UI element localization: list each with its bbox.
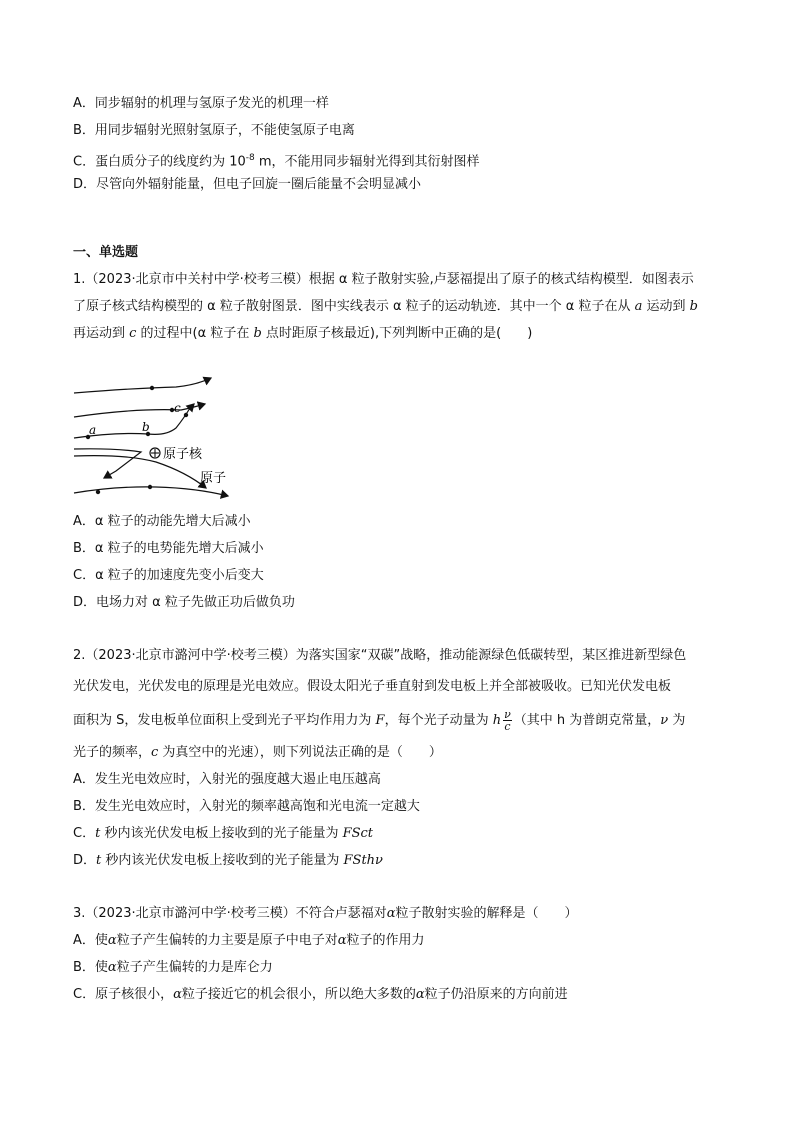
q1-line-3-end: 点时距原子核最近),下列判断中正确的是( ) — [261, 326, 533, 341]
q2-line-3-c: （其中 h 为普朗克常量， — [513, 713, 661, 728]
fraction-denominator: c — [504, 720, 511, 733]
q1-line-1: 1.（2023·北京市中关村中学·校考三模）根据 α 粒子散射实验,卢瑟福提出了原子的核式结构模型．如图表示 — [73, 272, 694, 287]
top-option-d: D．尽管向外辐射能量，但电子回旋一圈后能量不会明显减小 — [73, 177, 422, 192]
q2-line-1: 2.（2023·北京市潞河中学·校考三模）为落实国家“双碳”战略，推动能源绿色低碳转型，某区推进新型绿色 — [73, 648, 687, 663]
label-nucleus: 原子核 — [163, 447, 203, 462]
top-option-c-exponent: -8 — [245, 153, 255, 163]
top-option-a: A．同步辐射的机理与氢原子发光的机理一样 — [73, 96, 329, 111]
q1-option-d: D．电场力对 α 粒子先做正功后做负功 — [73, 595, 295, 610]
q3-alpha-5: α — [173, 987, 182, 1002]
q3-line-1-a: 3.（2023·北京市潞河中学·校考三模）不符合卢瑟福对 — [73, 906, 387, 921]
q2-line-4-b: 为真空中的光速），则下列说法正确的是（ ） — [158, 745, 442, 760]
q1-option-c: C．α 粒子的加速度先变小后变大 — [73, 568, 264, 583]
q2-option-d — [73, 852, 383, 870]
section-title: 一、单选题 — [73, 245, 139, 260]
q2-line-2: 光伏发电，光伏发电的原理是光电效应。假设太阳光子垂直射到发电板上并全部被吸收。已知光伏发电板 — [73, 679, 672, 694]
label-c: c — [174, 401, 181, 415]
q1-line-2-mid: 运动到 — [642, 299, 690, 314]
trajectory-top — [74, 378, 211, 393]
label-a: a — [89, 423, 97, 437]
top-option-b: B．用同步辐射光照射氢原子，不能使氢原子电离 — [73, 123, 355, 138]
q3-option-a-1: A．使 — [73, 933, 108, 948]
q3-option-c-1: C．原子核很小， — [73, 987, 174, 1002]
q3-option-c — [73, 986, 568, 1004]
q3-alpha-4: α — [107, 960, 117, 975]
alpha-scattering-figure — [66, 370, 266, 502]
q3-alpha-3: α — [337, 933, 347, 948]
top-option-c-text: C．蛋白质分子的线度约为 10 — [73, 154, 246, 170]
q3-option-c-3: 粒子仍沿原来的方向前进 — [424, 987, 568, 1002]
q2-option-c-expr: FSct — [342, 826, 374, 841]
q2-var-nu: ν — [660, 713, 669, 728]
q3-option-b-2: 粒子产生偏转的力是库仑力 — [116, 960, 273, 975]
q2-option-d-expr: FSthν — [343, 853, 383, 868]
trajectory-bottom-dot-2 — [148, 485, 152, 489]
q2-option-c-pre: C． — [73, 826, 96, 841]
q2-line-3-b: ，每个光子动量为 — [384, 713, 493, 728]
q1-line-3 — [73, 325, 532, 343]
q2-line-3 — [73, 709, 685, 732]
q1-var-a: a — [634, 299, 643, 314]
q1-line-3-mid: 的过程中(α 粒子在 — [136, 326, 254, 341]
q1-var-c: c — [129, 326, 137, 341]
q2-option-c-mid: 秒内该光伏发电板上接收到的光子能量为 — [100, 826, 343, 841]
fraction-numerator: ν — [504, 708, 511, 721]
q1-line-3-text: 再运动到 — [73, 326, 130, 341]
q3-alpha-2: α — [107, 933, 117, 948]
q2-var-c: c — [151, 745, 159, 760]
q2-option-c — [73, 825, 373, 843]
point-c — [184, 413, 188, 417]
label-b: b — [142, 420, 150, 434]
q3-option-c-2: 粒子接近它的机会很小，所以绝大多数的 — [181, 987, 416, 1002]
q3-option-a — [73, 932, 425, 950]
q3-line-1-b: 粒子散射实验的解释是（ ） — [395, 906, 578, 921]
q3-alpha-1: α — [386, 906, 396, 921]
q2-var-F: F — [375, 713, 385, 728]
q1-line-2-text: 了原子核式结构模型的 α 粒子散射图景．图中实线表示 α 粒子的运动轨迹．其中一个 α 粒子在从 — [73, 299, 635, 314]
q2-line-3-d: 为 — [668, 713, 686, 728]
q3-option-a-2: 粒子产生偏转的力主要是原子中电子对 — [116, 933, 338, 948]
q2-option-d-pre: D． — [73, 853, 97, 868]
q2-var-h: h — [492, 713, 502, 728]
q2-line-3-a: 面积为 S，发电板单位面积上受到光子平均作用力为 — [73, 713, 376, 728]
q2-option-d-mid: 秒内该光伏发电板上接收到的光子能量为 — [101, 853, 344, 868]
q2-option-c-t: t — [95, 826, 101, 841]
q1-option-b: B．α 粒子的电势能先增大后减小 — [73, 541, 264, 556]
q3-option-b — [73, 959, 273, 977]
q1-line-2 — [73, 298, 698, 316]
q1-var-b: b — [689, 299, 698, 314]
q2-line-4-a: 光子的频率， — [73, 745, 152, 760]
top-option-c — [73, 149, 480, 171]
trajectory-top-dot — [150, 386, 154, 390]
q2-momentum-fraction — [503, 709, 512, 732]
label-atom: 原子 — [200, 471, 227, 486]
trajectory-backscatter — [74, 449, 141, 478]
q1-option-a: A．α 粒子的动能先增大后减小 — [73, 514, 251, 529]
q2-option-b: B．发生光电效应时，入射光的频率越高饱和光电流一定越大 — [73, 799, 420, 814]
q2-option-a: A．发生光电效应时，入射光的强度越大遏止电压越高 — [73, 772, 381, 787]
q2-option-d-t: t — [96, 853, 102, 868]
q2-line-4 — [73, 744, 442, 762]
q3-alpha-6: α — [415, 987, 425, 1002]
q3-line-1 — [73, 905, 578, 923]
q3-option-a-3: 粒子的作用力 — [346, 933, 425, 948]
trajectory-bottom-dot-1 — [96, 490, 100, 494]
top-option-c-rest: m，不能用同步辐射光得到其衍射图样 — [254, 154, 480, 170]
q3-option-b-1: B．使 — [73, 960, 108, 975]
q1-var-b2: b — [253, 326, 262, 341]
